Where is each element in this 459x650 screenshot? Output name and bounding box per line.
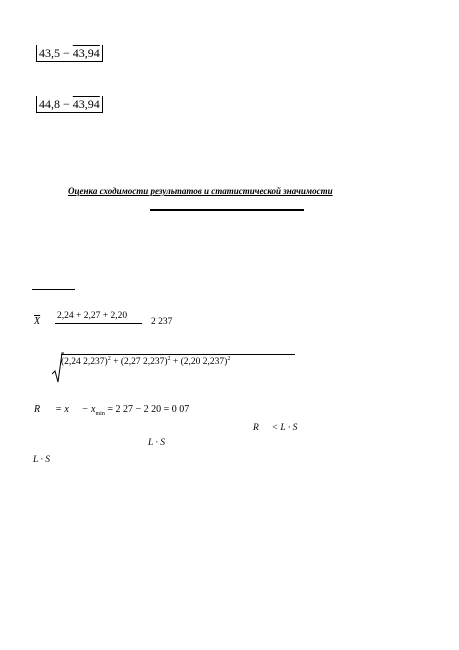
range-rest: = 2 27 − 2 20 = 0 07 xyxy=(107,404,190,415)
mean-value: 43,94 xyxy=(72,97,100,111)
mean-symbol: $\overline{X}$ xyxy=(34,316,41,327)
abs-difference-2 xyxy=(36,96,103,113)
term-1: (2,24 2,237) xyxy=(61,357,108,368)
value-left: 44,8 xyxy=(39,97,60,111)
mean-result: 2 237 xyxy=(151,317,173,327)
term-2: (2,27 2,237) xyxy=(120,357,168,368)
abs-difference-1 xyxy=(36,45,103,62)
range-symbol: R xyxy=(34,404,41,415)
plus-sign: + xyxy=(172,357,179,368)
mean-value: 43,94 xyxy=(72,46,100,60)
min-subscript: min xyxy=(95,411,105,417)
exponent: 2 xyxy=(167,356,171,362)
exponent: 2 xyxy=(107,356,111,362)
sqrt-radicand xyxy=(61,354,295,367)
range-minus: − x xyxy=(81,404,96,415)
heading-rule xyxy=(150,209,304,211)
range-condition xyxy=(253,423,297,433)
ls-product-middle: L · S xyxy=(148,438,165,448)
section-heading: Оценка сходимости результатов и статистической значимости xyxy=(68,186,333,196)
range-relation: < L · S xyxy=(271,423,298,433)
minus-sign: − xyxy=(63,97,70,111)
range-eq: = x xyxy=(55,404,69,415)
minus-sign: − xyxy=(63,46,70,60)
plus-sign: + xyxy=(113,357,119,368)
mean-numerator: 2,24 + 2,27 + 2,20 xyxy=(57,311,128,321)
sqrt-expression xyxy=(52,352,295,382)
range-symbol: R xyxy=(253,423,259,433)
value-left: 43,5 xyxy=(39,46,60,60)
range-formula xyxy=(34,404,189,417)
fraction-bar xyxy=(55,323,142,324)
short-rule xyxy=(32,289,75,290)
exponent: 2 xyxy=(227,356,231,362)
term-3: (2,20 2,237) xyxy=(180,357,228,368)
ls-product-left: L · S xyxy=(33,455,50,465)
